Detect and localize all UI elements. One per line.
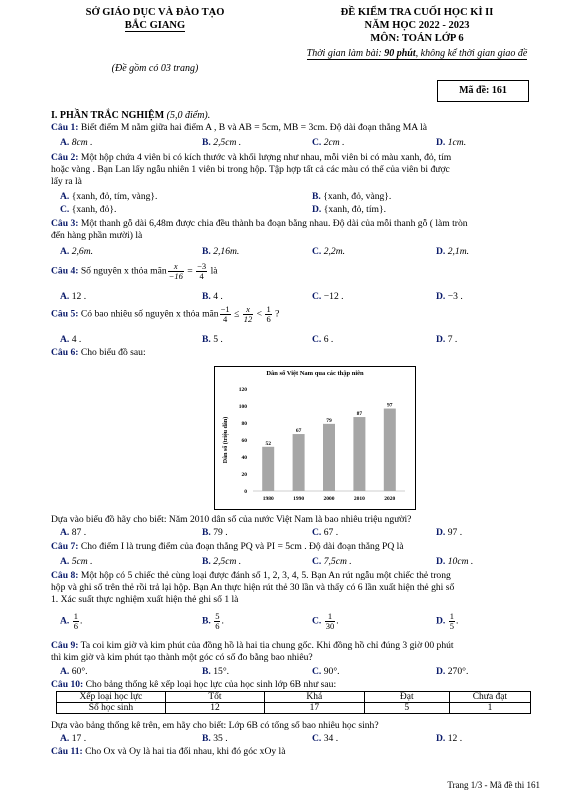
q9-option-c[interactable]: C. 90°. <box>312 666 340 677</box>
q2-option-c[interactable]: C. {xanh, đỏ}. <box>60 204 117 215</box>
q6-option-a[interactable]: A. 87 . <box>60 527 87 538</box>
q5-option-d[interactable]: D. 7 . <box>436 334 458 345</box>
q7-option-a[interactable]: A. 5cm . <box>60 556 93 567</box>
question-9-options <box>60 666 520 678</box>
y-tick-label: 60 <box>241 438 247 444</box>
bar <box>293 434 305 491</box>
question-5-options <box>60 334 520 346</box>
table-cell: 17 <box>265 703 364 714</box>
exam-title: ĐỀ KIỂM TRA CUỐI HỌC KÌ II <box>340 7 494 18</box>
table-cell: 12 <box>165 703 264 714</box>
question-10: Câu 10: Cho bảng thống kê xếp loại học lực của học sinh lớp 6B như sau: <box>51 679 337 690</box>
y-tick-label: 100 <box>238 404 247 410</box>
q10-option-c[interactable]: C. 34 . <box>312 733 339 744</box>
q2-option-a[interactable]: A. {xanh, đỏ, tím, vàng}. <box>60 191 158 202</box>
q1-option-d[interactable]: D. 1cm. <box>436 137 467 148</box>
q4-option-c[interactable]: C. −12 . <box>312 291 344 302</box>
question-8: Câu 8: Một hộp có 5 chiếc thẻ cùng loại được đánh số 1, 2, 3, 4, 5. Bạn An rút ngẫu một chiếc thẻ trong hộp và ghi số trên thẻ rồi trả lại hộp. Bạn An thực hiện rút thẻ 30 lần và thấy có 6 lần xuất hiện thẻ ghi số 1. Xác suất thực nghiệm xuất hiện thẻ ghi số 1 là <box>51 570 455 605</box>
school-year: NĂM HỌC 2022 - 2023 <box>364 20 470 31</box>
data-label: 52 <box>265 440 271 447</box>
x-tick-label: 1980 <box>262 496 274 502</box>
y-axis-label: Dân số (triệu dân) <box>223 416 229 464</box>
q2-option-d[interactable]: D. {xanh, đỏ, tím}. <box>312 204 386 215</box>
bar <box>323 424 335 491</box>
q8-option-a[interactable]: A. $\frac{1}{6}$ . <box>60 611 83 631</box>
question-7-options <box>60 556 520 568</box>
question-1-options <box>60 137 520 149</box>
q4-option-d[interactable]: D. −3 . <box>436 291 463 302</box>
q6-option-c[interactable]: C. 67 . <box>312 527 339 538</box>
data-label: 67 <box>295 428 302 435</box>
question-4-options <box>60 291 520 303</box>
table-header-row <box>57 692 531 703</box>
q8-option-c[interactable]: C. $\frac{1}{30}$ . <box>312 611 339 631</box>
q10-option-b[interactable]: B. 35 . <box>202 733 228 744</box>
x-tick-label: 2020 <box>384 496 396 502</box>
question-2-options-ab <box>60 191 520 203</box>
table-header-cell: Chưa đạt <box>449 692 530 703</box>
q3-option-b[interactable]: B. 2,16m. <box>202 246 240 257</box>
table-cell: Số học sinh <box>57 703 166 714</box>
q3-option-d[interactable]: D. 2,1m. <box>436 246 470 257</box>
x-tick-label: 2010 <box>353 496 365 502</box>
time-note: Thời gian làm bài: 90 phút, không kể thời gian giao đề <box>306 48 528 59</box>
q5-option-a[interactable]: A. 4 . <box>60 334 82 345</box>
question-6-prompt: Dựa vào biểu đồ hãy cho biết: Năm 2010 dân số của nước Việt Nam là bao nhiêu triệu người? <box>51 514 412 525</box>
y-tick-label: 120 <box>238 387 247 393</box>
table-header-cell: Đạt <box>364 692 449 703</box>
question-11: Câu 11: Cho Ox và Oy là hai tia đối nhau, khi đó góc xOy là <box>51 746 286 757</box>
q7-option-b[interactable]: B. 2,5cm . <box>202 556 242 567</box>
q1-option-b[interactable]: B. 2,5cm . <box>202 137 242 148</box>
bar <box>353 417 365 491</box>
q4-option-b[interactable]: B. 4 . <box>202 291 223 302</box>
q7-option-c[interactable]: C. 7,5cm . <box>312 556 352 567</box>
page-count-note: (Đề gồm có 03 trang) <box>111 63 199 74</box>
y-tick-label: 0 <box>244 489 247 495</box>
table-header-cell: Xếp loại học lực <box>57 692 166 703</box>
question-6-options <box>60 527 520 539</box>
q1-option-a[interactable]: A. 8cm . <box>60 137 93 148</box>
question-10-options <box>60 733 520 745</box>
page-footer: Trang 1/3 - Mã đề thi 161 <box>447 780 540 790</box>
q3-option-a[interactable]: A. 2,6m. <box>60 246 94 257</box>
x-tick-label: 1990 <box>293 496 305 502</box>
question-8-options <box>60 612 520 638</box>
q8-option-d[interactable]: D. $\frac{1}{5}$ . <box>436 611 459 631</box>
table-cell: 1 <box>449 703 530 714</box>
q4-option-a[interactable]: A. 12 . <box>60 291 87 302</box>
question-10-prompt: Dựa vào bảng thống kê trên, em hãy cho biết: Lớp 6B có tổng số bao nhiêu học sinh? <box>51 720 379 731</box>
question-2: Câu 2: Một hộp chứa 4 viên bi có kích thước và khối lượng như nhau, mỗi viên bi có màu xanh, đỏ, tím hoặc vàng . Bạn Lan lấy ngẫu nhiên 1 viên bi trong hộp. Tập hợp tất cả các màu có thể của viên bi được lấy ra là <box>51 152 452 187</box>
q10-option-a[interactable]: A. 17 . <box>60 733 87 744</box>
bar <box>262 447 274 491</box>
q5-option-c[interactable]: C. 6 . <box>312 334 334 345</box>
y-tick-label: 40 <box>241 455 247 461</box>
q8-option-b[interactable]: B. $\frac{5}{6}$ . <box>202 611 224 631</box>
grade-table <box>56 691 531 714</box>
question-3: Câu 3: Một thanh gỗ dài 6,48m được chia đều thành ba đoạn bằng nhau. Độ dài của mỗi thanh gỗ ( làm tròn đến hàng phần mười) là <box>51 218 468 241</box>
q10-option-d[interactable]: D. 12 . <box>436 733 463 744</box>
data-label: 79 <box>326 417 332 424</box>
question-9: Câu 9: Ta coi kim giờ và kim phút của đồng hồ là hai tia chung gốc. Khi đồng hồ chỉ đúng 3 giờ 00 phút thì kim giờ và kim phút tạo thành một góc có số đo bằng bao nhiêu? <box>51 640 454 663</box>
data-label: 97 <box>387 402 393 409</box>
q5-option-b[interactable]: B. 5 . <box>202 334 223 345</box>
bar <box>384 409 396 491</box>
question-4: Câu 4: Số nguyên x thỏa mãn $\frac{x}{-16}$ = $\frac{-3}{4}$ là <box>51 261 218 281</box>
table-row <box>57 703 531 714</box>
q9-option-a[interactable]: A. 60°. <box>60 666 88 677</box>
q6-option-d[interactable]: D. 97 . <box>436 527 463 538</box>
question-2-options-cd <box>60 204 520 216</box>
question-7: Câu 7: Cho điểm I là trung điểm của đoạn thẳng PQ và PI = 5cm . Độ dài đoạn thẳng PQ là <box>51 541 404 552</box>
section-title: I. PHẦN TRẮC NGHIỆM (5,0 điểm). <box>51 110 211 121</box>
population-chart <box>214 366 416 510</box>
q3-option-c[interactable]: C. 2,2m. <box>312 246 346 257</box>
question-6: Câu 6: Cho biểu đồ sau: <box>51 347 146 358</box>
q9-option-d[interactable]: D. 270°. <box>436 666 469 677</box>
q9-option-b[interactable]: B. 15°. <box>202 666 230 677</box>
chart-svg <box>215 367 415 509</box>
question-1: Câu 1: Biết điểm M nằm giữa hai điểm A , B và AB = 5cm, MB = 3cm. Độ dài đoạn thẳng MA là <box>51 122 428 133</box>
question-5: Câu 5: Có bao nhiêu số nguyên x thỏa mãn $\frac{-1}{4}$ ≤ $\frac{x}{12}$ < $\frac{1}{6}$ ? <box>51 304 280 324</box>
exam-code-box: Mã đề: 161 <box>437 80 529 102</box>
q6-option-b[interactable]: B. 79 . <box>202 527 228 538</box>
province-name: BẮC GIANG <box>124 20 186 31</box>
q7-option-d[interactable]: D. 10cm . <box>436 556 474 567</box>
x-tick-label: 2000 <box>323 496 335 502</box>
table-header-cell: Tốt <box>165 692 264 703</box>
table-header-cell: Khá <box>265 692 364 703</box>
q1-option-c[interactable]: C. 2cm . <box>312 137 345 148</box>
chart-title: Dân số Việt Nam qua các thập niên <box>266 370 364 377</box>
q2-option-b[interactable]: B. {xanh, đỏ, vàng}. <box>312 191 392 202</box>
dept-name: SỞ GIÁO DỤC VÀ ĐÀO TẠO <box>85 7 225 18</box>
y-tick-label: 20 <box>241 472 247 478</box>
subject: MÔN: TOÁN LỚP 6 <box>370 33 464 44</box>
data-label: 87 <box>356 411 363 418</box>
y-tick-label: 80 <box>241 421 247 427</box>
table-cell: 5 <box>364 703 449 714</box>
question-3-options <box>60 246 520 258</box>
